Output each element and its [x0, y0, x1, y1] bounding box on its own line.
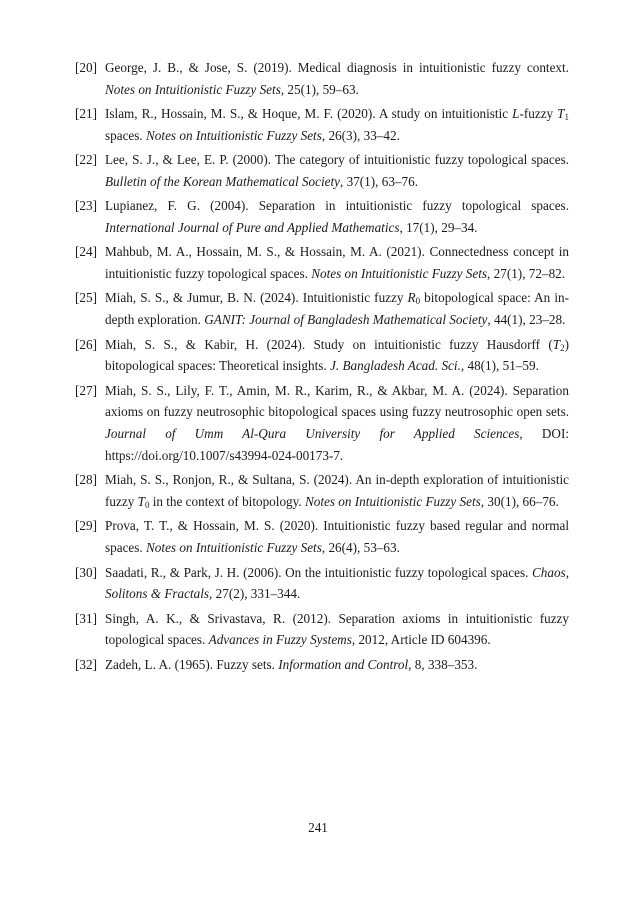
- reference-number: [23]: [75, 198, 97, 214]
- reference-text: Islam, R., Hossain, M. S., & Hoque, M. F. (2020). A study on intuitionistic L-fuzzy $T_1$ spaces. Notes on Intuitionistic Fuzzy Sets, 26(3), 33–42.: [105, 106, 569, 143]
- reference-text: Singh, A. K., & Srivastava, R. (2012). Separation axioms in intuitionistic fuzzy topological spaces. Advances in Fuzzy Systems, 2012, Article ID 604396.: [105, 610, 569, 648]
- reference-number: [24]: [75, 244, 97, 260]
- reference-entry: [75, 57, 569, 101]
- reference-entry: [75, 469, 569, 513]
- reference-number: [22]: [75, 152, 97, 168]
- reference-entry: [75, 287, 569, 331]
- reference-entry: [75, 334, 569, 378]
- reference-entry: [75, 103, 569, 147]
- reference-entry: [75, 149, 569, 193]
- reference-text: Prova, T. T., & Hossain, M. S. (2020). Intuitionistic fuzzy based regular and normal spaces. Notes on Intuitionistic Fuzzy Sets, 26(4), 53–63.: [105, 518, 569, 556]
- page-number: 241: [308, 820, 328, 835]
- reference-text: Miah, S. S., & Kabir, H. (2024). Study on intuitionistic fuzzy Hausdorff $(T_2)$ bitopological spaces: Theoretical insights. J. Bangladesh Acad. Sci., 48(1), 51–59.: [105, 336, 569, 374]
- reference-number: [25]: [75, 290, 97, 306]
- reference-number: [28]: [75, 472, 97, 488]
- reference-text: Miah, S. S., Lily, F. T., Amin, M. R., Karim, R., & Akbar, M. A. (2024). Separation axioms on fuzzy neutrosophic bitopological spaces using fuzzy neutrosophic open sets. Journal of Umm Al-Qura University for Applied Sciences, DOI: https://doi.org/10.1007/s43994-024-00173-7.: [105, 382, 569, 464]
- reference-number: [21]: [75, 106, 97, 122]
- reference-entry: [75, 195, 569, 239]
- reference-entry: [75, 515, 569, 559]
- reference-list: [75, 57, 569, 678]
- reference-number: [30]: [75, 564, 97, 580]
- reference-text: Miah, S. S., & Jumur, B. N. (2024). Intuitionistic fuzzy $R_0$ bitopological space: An in-depth exploration. GANIT: Journal of Bangladesh Mathematical Society, 44(1), 23–28.: [105, 290, 569, 328]
- reference-number: [20]: [75, 60, 97, 75]
- reference-number: [32]: [75, 656, 97, 672]
- reference-entry: [75, 654, 569, 676]
- reference-text: Lupianez, F. G. (2004). Separation in intuitionistic fuzzy topological spaces. International Journal of Pure and Applied Mathematics, 17(1), 29–34.: [105, 198, 569, 236]
- reference-text: George, J. B., & Jose, S. (2019). Medical diagnosis in intuitionistic fuzzy context. Notes on Intuitionistic Fuzzy Sets, 25(1), 59–63.: [105, 60, 569, 97]
- reference-text: Saadati, R., & Park, J. H. (2006). On the intuitionistic fuzzy topological spaces. Chaos, Solitons & Fractals, 27(2), 331–344.: [105, 564, 569, 602]
- reference-number: [31]: [75, 610, 97, 626]
- reference-text: Miah, S. S., Ronjon, R., & Sultana, S. (2024). An in-depth exploration of intuitionistic fuzzy $T_0$ in the context of bitopology. Notes on Intuitionistic Fuzzy Sets, 30(1), 66–76.: [105, 472, 569, 511]
- reference-entry: [75, 241, 569, 285]
- reference-number: [29]: [75, 518, 97, 534]
- reference-entry: [75, 562, 569, 606]
- reference-number: [26]: [75, 336, 97, 352]
- reference-text: Zadeh, L. A. (1965). Fuzzy sets. Information and Control, 8, 338–353.: [105, 656, 478, 672]
- reference-text: Lee, S. J., & Lee, E. P. (2000). The category of intuitionistic fuzzy topological spaces. Bulletin of the Korean Mathematical Society, 37(1), 63–76.: [105, 152, 569, 189]
- reference-number: [27]: [75, 382, 97, 398]
- reference-text: Mahbub, M. A., Hossain, M. S., & Hossain, M. A. (2021). Connectedness concept in intuitionistic fuzzy topological spaces. Notes on Intuitionistic Fuzzy Sets, 27(1), 72–82.: [105, 244, 569, 282]
- reference-entry: [75, 608, 569, 652]
- reference-entry: [75, 380, 569, 467]
